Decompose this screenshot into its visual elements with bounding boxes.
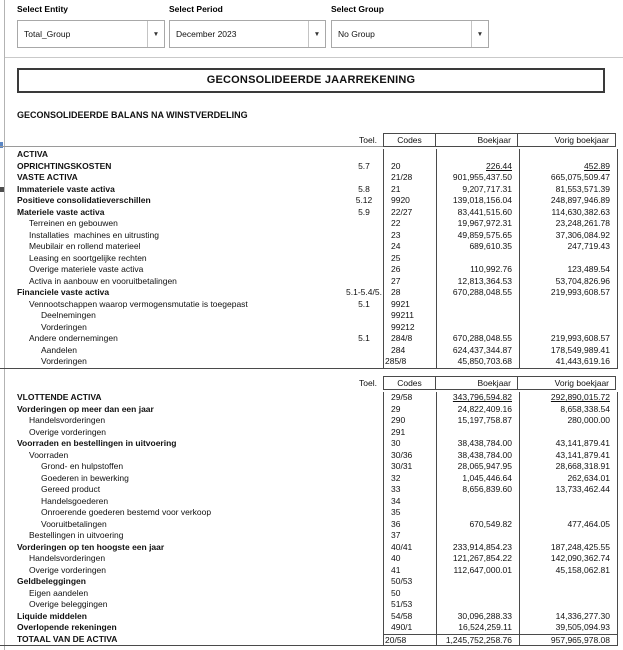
row-current-year-value [436, 299, 519, 311]
table-row [0, 450, 618, 462]
row-code: 35 [383, 507, 436, 519]
row-current-year-value: 49,859,575.65 [436, 230, 519, 242]
row-note-ref [345, 461, 383, 473]
row-code: 50/53 [383, 576, 436, 588]
row-note-ref [345, 519, 383, 531]
row-current-year-value: 38,438,784.00 [436, 438, 519, 450]
row-note-ref [345, 450, 383, 462]
row-current-year-value: 19,967,972.31 [436, 218, 519, 230]
table-row [0, 299, 618, 311]
column-header-toel: Toel. [359, 378, 377, 388]
row-previous-year-value: 43,141,879.41 [519, 450, 618, 462]
row-label: Bestellingen in uitvoering [29, 530, 124, 540]
row-note-ref: 5.9 [358, 206, 370, 217]
report-subtitle: GECONSOLIDEERDE BALANS NA WINSTVERDELING [17, 110, 248, 120]
period-dropdown-value: December 2023 [176, 29, 237, 39]
row-current-year-value: 901,955,437.50 [436, 172, 519, 184]
row-previous-year-value [519, 496, 618, 508]
chevron-down-icon[interactable]: ▼ [308, 21, 325, 47]
row-label: Liquide middelen [17, 610, 87, 621]
row-previous-year-value [519, 530, 618, 542]
row-current-year-value: 226.44 [436, 161, 519, 173]
report-title: GECONSOLIDEERDE JAARREKENING [17, 68, 605, 93]
table-row [0, 207, 618, 219]
row-code: 40 [383, 553, 436, 565]
column-header-previous-year: Vorig boekjaar [517, 133, 616, 147]
table-row [0, 576, 618, 588]
row-previous-year-value: 247,719.43 [519, 241, 618, 253]
row-previous-year-value [519, 149, 618, 161]
row-current-year-value: 83,441,515.60 [436, 207, 519, 219]
row-code: 36 [383, 519, 436, 531]
row-current-year-value [436, 149, 519, 161]
row-note-ref [345, 634, 383, 646]
row-label: Andere ondernemingen [29, 333, 118, 343]
entity-dropdown-value: Total_Group [24, 29, 71, 39]
row-note-ref [345, 345, 383, 357]
column-header-codes: Codes [383, 133, 436, 147]
table-row [0, 195, 618, 207]
row-code: 23 [383, 230, 436, 242]
row-code: 54/58 [383, 611, 436, 623]
table-row [0, 553, 618, 565]
row-note-ref [345, 253, 383, 265]
column-header-codes: Codes [383, 376, 436, 390]
row-note-ref: 5.7 [358, 160, 370, 171]
table-row [0, 438, 618, 450]
row-label: Terreinen en gebouwen [29, 218, 118, 228]
row-code: 22/27 [383, 207, 436, 219]
row-code: 285/8 [383, 356, 436, 368]
row-label: Handelsvorderingen [29, 415, 106, 425]
row-previous-year-value: 248,897,946.89 [519, 195, 618, 207]
row-code: 284 [383, 345, 436, 357]
row-label: Immateriele vaste activa [17, 183, 115, 194]
row-current-year-value [436, 253, 519, 265]
table-row [0, 172, 618, 184]
row-previous-year-value: 13,733,462.44 [519, 484, 618, 496]
row-code: 290 [383, 415, 436, 427]
row-label: ACTIVA [17, 149, 49, 159]
row-current-year-value: 112,647,000.01 [436, 565, 519, 577]
row-previous-year-value: 219,993,608.57 [519, 333, 618, 345]
row-note-ref [345, 507, 383, 519]
balance-table-current-assets [0, 376, 618, 646]
column-header-previous-year: Vorig boekjaar [517, 376, 616, 390]
row-current-year-value: 45,850,703.68 [436, 356, 519, 368]
row-code: 25 [383, 253, 436, 265]
group-dropdown-value: No Group [338, 29, 375, 39]
row-current-year-value: 670,288,048.55 [436, 287, 519, 299]
row-note-ref [345, 230, 383, 242]
table-row [0, 622, 618, 634]
row-code: 490/1 [383, 622, 436, 634]
table-row [0, 507, 618, 519]
table-row [0, 415, 618, 427]
chevron-down-icon[interactable]: ▼ [471, 21, 488, 47]
row-current-year-value: 28,065,947.95 [436, 461, 519, 473]
row-note-ref [345, 588, 383, 600]
row-label: Deelnemingen [41, 310, 96, 320]
row-current-year-value: 8,656,839.60 [436, 484, 519, 496]
row-previous-year-value: 81,553,571.39 [519, 184, 618, 196]
row-code: 28 [383, 287, 436, 299]
row-label: Positieve consolidatieverschillen [17, 195, 151, 205]
filter-bar [5, 0, 623, 58]
table-row [0, 218, 618, 230]
row-current-year-value: 15,197,758.87 [436, 415, 519, 427]
column-header-current-year: Boekjaar [435, 376, 518, 390]
row-note-ref: 5.12 [355, 195, 373, 205]
table-row [0, 276, 618, 288]
row-label: Vennootschappen waarop vermogensmutatie is toegepast [29, 298, 248, 309]
row-previous-year-value [519, 588, 618, 600]
table-row [0, 241, 618, 253]
group-filter-label: Select Group [331, 4, 384, 14]
row-label: Vorderingen op ten hoogste een jaar [17, 541, 165, 552]
row-current-year-value: 343,796,594.82 [436, 392, 519, 404]
row-current-year-value [436, 427, 519, 439]
row-code: 291 [383, 427, 436, 439]
table-row [0, 230, 618, 242]
row-note-ref [345, 542, 383, 554]
row-label: Aandelen [41, 344, 77, 355]
row-code: 34 [383, 496, 436, 508]
row-note-ref [345, 427, 383, 439]
row-previous-year-value: 45,158,062.81 [519, 565, 618, 577]
row-code: 284/8 [383, 333, 436, 345]
row-code: 20/58 [383, 634, 436, 646]
table-row [0, 310, 618, 322]
row-label: Materiele vaste activa [17, 206, 105, 217]
table-row [0, 484, 618, 496]
table-row [0, 427, 618, 439]
row-previous-year-value [519, 299, 618, 311]
row-current-year-value: 110,992.76 [436, 264, 519, 276]
table-body [0, 392, 618, 646]
table-row [0, 161, 618, 173]
row-previous-year-value: 142,090,362.74 [519, 553, 618, 565]
row-previous-year-value: 219,993,608.57 [519, 287, 618, 299]
row-previous-year-value: 23,248,261.78 [519, 218, 618, 230]
row-note-ref [345, 622, 383, 634]
row-current-year-value: 624,437,344.87 [436, 345, 519, 357]
row-note-ref [345, 392, 383, 404]
row-note-ref [345, 264, 383, 276]
row-previous-year-value: 43,141,879.41 [519, 438, 618, 450]
row-previous-year-value: 187,248,425.55 [519, 542, 618, 554]
row-previous-year-value [519, 507, 618, 519]
table-row [0, 322, 618, 334]
row-note-ref [345, 310, 383, 322]
row-note-ref [345, 553, 383, 565]
table-row [0, 496, 618, 508]
row-label: Vorderingen op meer dan een jaar [17, 403, 154, 414]
row-label: Eigen aandelen [29, 587, 89, 598]
row-current-year-value: 1,045,446.64 [436, 473, 519, 485]
row-label: Goederen in bewerking [41, 472, 129, 483]
row-previous-year-value: 452.89 [519, 161, 618, 173]
row-current-year-value: 670,549.82 [436, 519, 519, 531]
row-label: Overige materiele vaste activa [29, 264, 144, 274]
table-row [0, 345, 618, 357]
row-current-year-value: 1,245,752,258.76 [436, 634, 519, 646]
row-previous-year-value [519, 322, 618, 334]
entity-dropdown[interactable] [17, 20, 165, 48]
row-previous-year-value: 123,489.54 [519, 264, 618, 276]
row-previous-year-value: 262,634.01 [519, 473, 618, 485]
row-code [383, 149, 436, 161]
row-label: VASTE ACTIVA [17, 172, 78, 182]
row-note-ref: 5.1-5.4/5. [346, 287, 382, 297]
row-previous-year-value: 477,464.05 [519, 519, 618, 531]
row-code: 33 [383, 484, 436, 496]
row-code: 30/36 [383, 450, 436, 462]
row-label: Meubilair en rollend materieel [29, 241, 141, 251]
table-row [0, 253, 618, 265]
row-current-year-value [436, 588, 519, 600]
row-previous-year-value: 39,505,094.93 [519, 622, 618, 634]
row-code: 24 [383, 241, 436, 253]
row-label: Installaties machines en uitrusting [29, 229, 159, 240]
row-previous-year-value: 53,704,826.96 [519, 276, 618, 288]
group-filter [331, 4, 489, 48]
row-note-ref [345, 276, 383, 288]
row-previous-year-value: 280,000.00 [519, 415, 618, 427]
row-code: 26 [383, 264, 436, 276]
table-header [0, 376, 618, 390]
row-label: Gereed product [41, 484, 101, 494]
entity-filter-label: Select Entity [17, 4, 69, 14]
row-current-year-value: 670,288,048.55 [436, 333, 519, 345]
table-header [0, 133, 618, 147]
row-previous-year-value [519, 599, 618, 611]
row-previous-year-value: 28,668,318.91 [519, 461, 618, 473]
row-current-year-value: 9,207,717.31 [436, 184, 519, 196]
row-label: Overige vorderingen [29, 426, 107, 437]
row-note-ref [345, 438, 383, 450]
row-current-year-value: 12,813,364.53 [436, 276, 519, 288]
row-note-ref [345, 322, 383, 334]
row-note-ref [345, 404, 383, 416]
row-previous-year-value: 114,630,382.63 [519, 207, 618, 219]
row-label: Overige beleggingen [29, 599, 108, 609]
row-code: 21/28 [383, 172, 436, 184]
row-code: 32 [383, 473, 436, 485]
row-note-ref [345, 611, 383, 623]
row-code: 30 [383, 438, 436, 450]
row-note-ref [345, 565, 383, 577]
row-current-year-value: 121,267,854.22 [436, 553, 519, 565]
balance-table-fixed-assets [0, 133, 618, 369]
table-row [0, 264, 618, 276]
row-code: 9920 [383, 195, 436, 207]
row-code: 30/31 [383, 461, 436, 473]
row-code: 29 [383, 404, 436, 416]
row-label: Vorderingen [41, 356, 87, 366]
row-previous-year-value: 178,549,989.41 [519, 345, 618, 357]
row-note-ref [345, 218, 383, 230]
table-row [0, 611, 618, 623]
row-note-ref [345, 356, 383, 368]
period-filter [169, 4, 326, 48]
row-label: Voorraden en bestellingen in uitvoering [17, 438, 177, 448]
table-row [0, 565, 618, 577]
row-note-ref [345, 241, 383, 253]
table-row [0, 392, 618, 404]
row-current-year-value: 139,018,156.04 [436, 195, 519, 207]
row-label: Handelsvorderingen [29, 553, 106, 563]
table-row [0, 404, 618, 416]
period-dropdown[interactable] [169, 20, 326, 48]
row-current-year-value: 16,524,259.11 [436, 622, 519, 634]
row-note-ref: 5.1 [358, 333, 370, 343]
row-note-ref [345, 473, 383, 485]
table-row [0, 634, 618, 646]
row-label: Vorderingen [41, 321, 87, 332]
row-label: Voorraden [29, 449, 69, 460]
row-note-ref [345, 599, 383, 611]
row-label: Overige vorderingen [29, 564, 107, 575]
row-note-ref: 5.1 [358, 298, 370, 309]
column-header-current-year: Boekjaar [435, 133, 518, 147]
row-current-year-value: 689,610.35 [436, 241, 519, 253]
row-label: VLOTTENDE ACTIVA [17, 392, 102, 402]
row-code: 20 [383, 161, 436, 173]
table-row [0, 356, 618, 368]
table-row [0, 542, 618, 554]
chevron-down-icon[interactable]: ▼ [147, 21, 164, 47]
row-note-ref [345, 149, 383, 161]
row-label: TOTAAL VAN DE ACTIVA [17, 633, 118, 644]
row-note-ref [345, 496, 383, 508]
row-previous-year-value: 665,075,509.47 [519, 172, 618, 184]
row-label: Overlopende rekeningen [17, 622, 117, 632]
row-current-year-value [436, 310, 519, 322]
row-previous-year-value [519, 576, 618, 588]
table-row [0, 599, 618, 611]
row-code: 29/58 [383, 392, 436, 404]
group-dropdown[interactable] [331, 20, 489, 48]
row-previous-year-value: 41,443,619.16 [519, 356, 618, 368]
row-previous-year-value [519, 253, 618, 265]
row-previous-year-value: 8,658,338.54 [519, 404, 618, 416]
period-filter-label: Select Period [169, 4, 223, 14]
row-code: 27 [383, 276, 436, 288]
row-note-ref [345, 484, 383, 496]
row-current-year-value [436, 507, 519, 519]
row-code: 99212 [383, 322, 436, 334]
row-previous-year-value: 292,890,015.72 [519, 392, 618, 404]
row-current-year-value: 24,822,409.16 [436, 404, 519, 416]
table-row [0, 149, 618, 161]
row-code: 99211 [383, 310, 436, 322]
row-code: 37 [383, 530, 436, 542]
row-code: 50 [383, 588, 436, 600]
row-note-ref [345, 576, 383, 588]
row-label: Financiele vaste activa [17, 287, 110, 297]
row-label: Vooruitbetalingen [41, 518, 107, 529]
row-previous-year-value: 37,306,084.92 [519, 230, 618, 242]
row-code: 21 [383, 184, 436, 196]
row-current-year-value [436, 576, 519, 588]
row-label: Leasing en soortgelijke rechten [29, 252, 147, 263]
row-current-year-value [436, 530, 519, 542]
column-header-toel: Toel. [0, 133, 383, 147]
entity-filter [17, 4, 165, 48]
table-row [0, 530, 618, 542]
table-row [0, 519, 618, 531]
table-row [0, 588, 618, 600]
table-row [0, 461, 618, 473]
table-body [0, 149, 618, 369]
row-current-year-value: 38,438,784.00 [436, 450, 519, 462]
row-code: 22 [383, 218, 436, 230]
row-note-ref [345, 530, 383, 542]
row-label: Handelsgoederen [41, 495, 109, 506]
row-code: 40/41 [383, 542, 436, 554]
row-label: Activa in aanbouw en vooruitbetalingen [29, 275, 177, 286]
row-note-ref: 5.8 [358, 183, 370, 194]
table-row [0, 184, 618, 196]
row-current-year-value [436, 496, 519, 508]
row-current-year-value: 233,914,854.23 [436, 542, 519, 554]
row-previous-year-value: 957,965,978.08 [519, 634, 618, 646]
table-row [0, 333, 618, 345]
table-row [0, 473, 618, 485]
row-note-ref [345, 415, 383, 427]
row-previous-year-value [519, 310, 618, 322]
row-label: Geldbeleggingen [17, 576, 86, 586]
row-previous-year-value: 14,336,277.30 [519, 611, 618, 623]
table-row [0, 287, 618, 299]
row-current-year-value [436, 599, 519, 611]
row-current-year-value [436, 322, 519, 334]
row-previous-year-value [519, 427, 618, 439]
row-current-year-value: 30,096,288.33 [436, 611, 519, 623]
row-note-ref [345, 172, 383, 184]
row-label: Onroerende goederen bestemd voor verkoop [41, 507, 212, 517]
row-code: 9921 [383, 299, 436, 311]
row-code: 51/53 [383, 599, 436, 611]
row-code: 41 [383, 565, 436, 577]
row-label: Grond- en hulpstoffen [41, 461, 124, 471]
row-label: OPRICHTINGSKOSTEN [17, 160, 112, 171]
